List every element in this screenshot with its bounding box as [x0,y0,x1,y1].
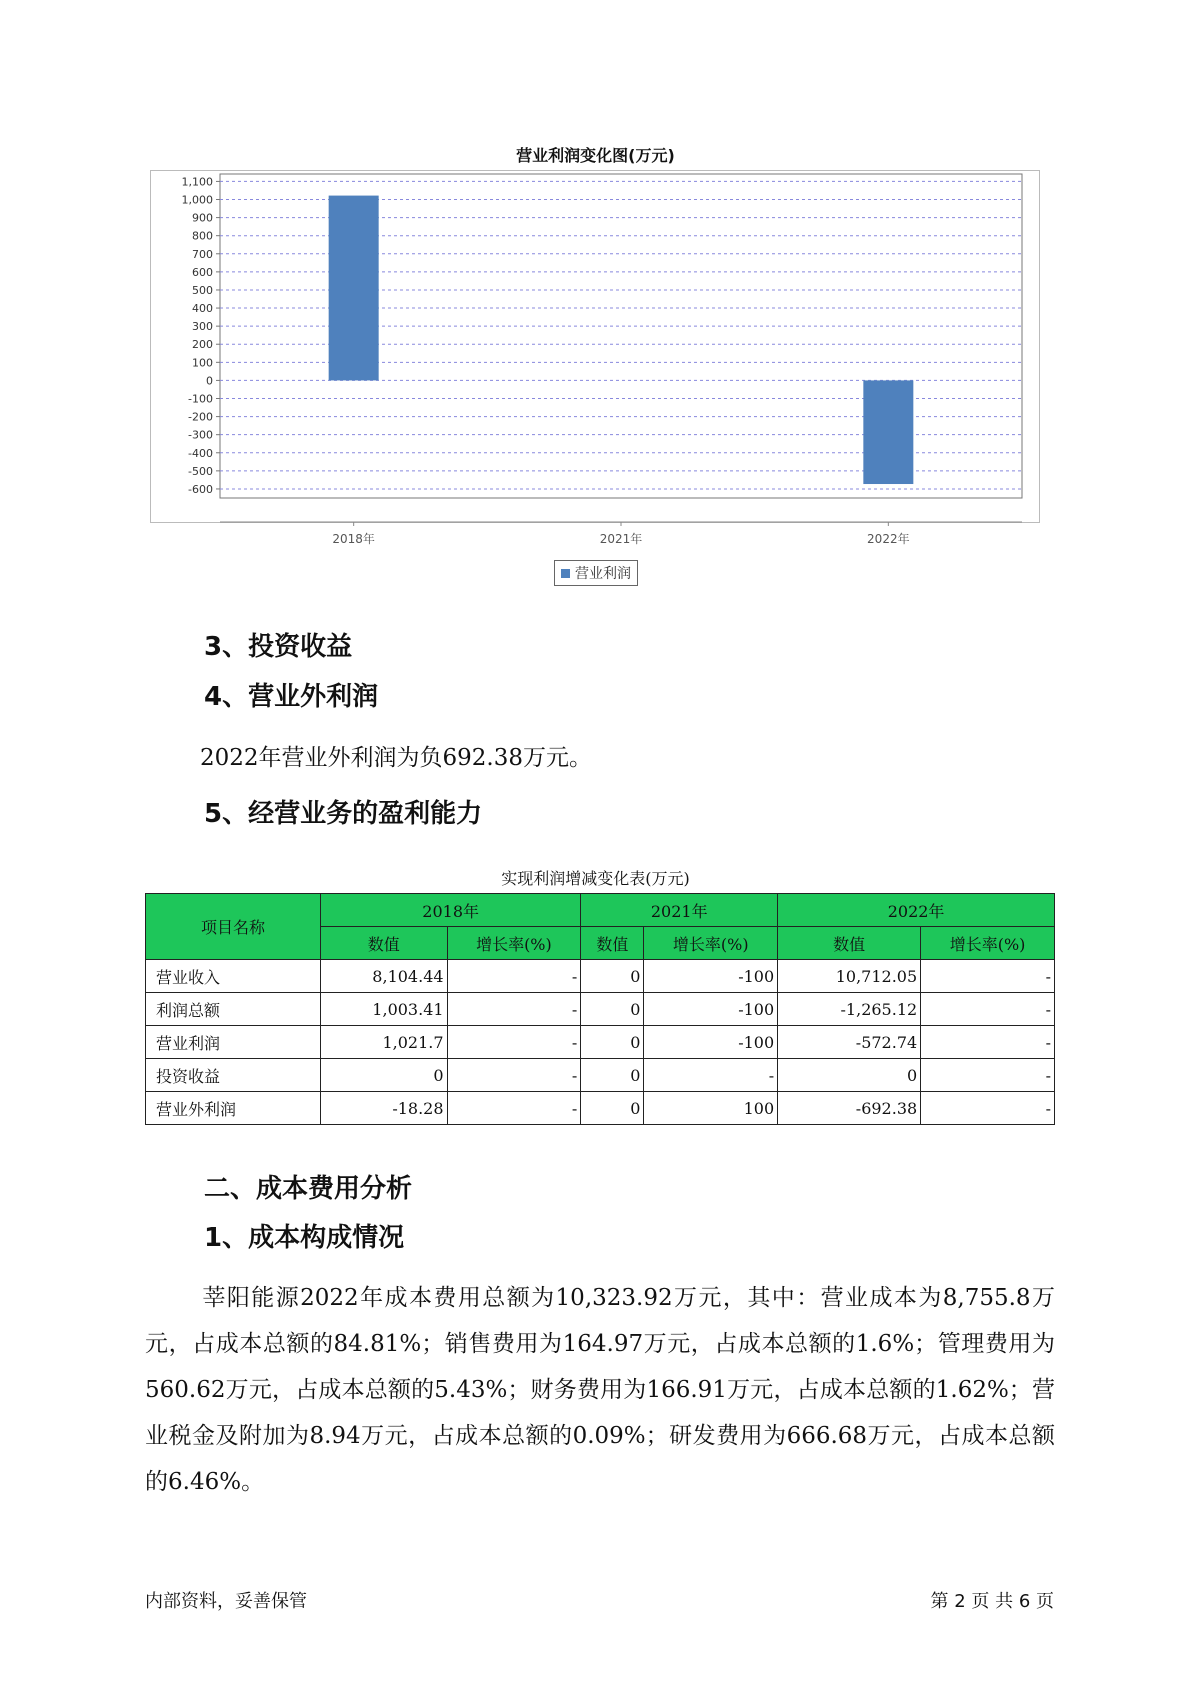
cell-rate: -100 [644,1026,778,1059]
y-tick-label: 800 [192,229,213,243]
header-growth-rate: 增长率(%) [644,927,778,960]
legend-swatch [561,569,570,578]
cell-value: 0 [581,1092,644,1125]
chart-legend [554,560,638,586]
cell-value: 1,021.7 [321,1026,448,1059]
table-row [146,1059,1055,1092]
y-tick-label: 0 [206,374,213,388]
nonoperating-profit-text: 2022年营业外利润为负692.38万元。 [200,745,593,771]
y-tick-label: -600 [188,482,213,496]
y-tick-label: -300 [188,428,213,442]
header-growth-rate: 增长率(%) [921,927,1055,960]
y-tick-label: 200 [192,338,213,352]
cell-rate: - [921,1026,1055,1059]
cell-rate: - [921,1092,1055,1125]
y-tick-label: 100 [192,356,213,370]
y-tick-label: 900 [192,211,213,225]
cell-value: -692.38 [778,1092,921,1125]
heading-nonoperating-profit: 4、营业外利润 [204,682,379,712]
y-tick-label: 1,100 [181,175,213,189]
bar-2022年 [863,380,913,484]
cell-rate: 100 [644,1092,778,1125]
cell-value: 10,712.05 [778,960,921,993]
cell-value: 0 [778,1059,921,1092]
header-year-2018: 2018年 [321,894,581,927]
y-tick-label: -500 [188,464,213,478]
footer-confidential: 内部资料，妥善保管 [145,1591,307,1612]
cell-rate: - [644,1059,778,1092]
header-year-2021: 2021年 [581,894,778,927]
y-tick-label: 300 [192,320,213,334]
cell-rate: - [447,1092,581,1125]
y-tick-label: 700 [192,247,213,261]
header-value: 数值 [321,927,448,960]
legend-label: 营业利润 [575,566,631,582]
y-tick-label: -200 [188,410,213,424]
cell-rate: - [921,1059,1055,1092]
cell-value: 0 [581,1026,644,1059]
cell-rate: - [447,1059,581,1092]
y-tick-label: 600 [192,265,213,279]
y-tick-label: 1,000 [181,193,213,207]
cost-structure-paragraph: 莘阳能源2022年成本费用总额为10,323.92万元，其中：营业成本为8,755.8万元，占成本总额的84.81%；销售费用为164.97万元，占成本总额的1.6%；管理费用为560.62万元，占成本总额的5.43%；财务费用为166.91万元，占成本总额的1.62%；营业税金及附加为8.94万元，占成本总额的0.09%；研发费用为666.68万元，占成本总额的6.46%。 [145,1285,1055,1495]
profit-change-table [145,893,1055,1125]
cell-rate: - [921,993,1055,1026]
table-row [146,1092,1055,1125]
cell-value: 0 [321,1059,448,1092]
heading-investment-income: 3、投资收益 [204,632,353,662]
row-label: 营业收入 [146,960,321,993]
y-tick-label: 500 [192,283,213,297]
cost-structure-text [145,1275,1055,1505]
table-row [146,960,1055,993]
cell-value: 0 [581,960,644,993]
page-number: 第 2 页 共 6 页 [930,1591,1054,1612]
header-growth-rate: 增长率(%) [447,927,581,960]
table-row [146,1026,1055,1059]
row-label: 营业利润 [146,1026,321,1059]
cell-rate: - [921,960,1055,993]
x-tick-label: 2018年 [332,532,375,546]
row-label: 利润总额 [146,993,321,1026]
header-value: 数值 [581,927,644,960]
x-tick-label: 2022年 [867,532,910,546]
table-caption: 实现利润增减变化表(万元) [501,869,690,888]
heading-cost-structure: 1、成本构成情况 [204,1223,405,1253]
header-year-2022: 2022年 [778,894,1055,927]
y-tick-label: -100 [188,392,213,406]
cell-value: 1,003.41 [321,993,448,1026]
bar-2018年 [329,196,379,381]
cell-value: -1,265.12 [778,993,921,1026]
header-value: 数值 [778,927,921,960]
cell-rate: - [447,960,581,993]
table-row [146,993,1055,1026]
chart-title: 营业利润变化图(万元) [516,146,675,165]
cell-value: -18.28 [321,1092,448,1125]
row-label: 营业外利润 [146,1092,321,1125]
cell-value: -572.74 [778,1026,921,1059]
cell-rate: - [447,993,581,1026]
heading-profitability: 5、经营业务的盈利能力 [204,799,483,829]
x-tick-label: 2021年 [599,532,643,546]
cell-value: 0 [581,993,644,1026]
cell-rate: - [447,1026,581,1059]
cell-value: 8,104.44 [321,960,448,993]
heading-cost-analysis: 二、成本费用分析 [204,1174,413,1204]
row-label: 投资收益 [146,1059,321,1092]
header-item-name: 项目名称 [146,894,321,960]
bar-chart [150,170,1040,570]
y-tick-label: -400 [188,446,213,460]
y-tick-label: 400 [192,302,213,316]
cell-rate: -100 [644,993,778,1026]
cell-value: 0 [581,1059,644,1092]
cell-rate: -100 [644,960,778,993]
